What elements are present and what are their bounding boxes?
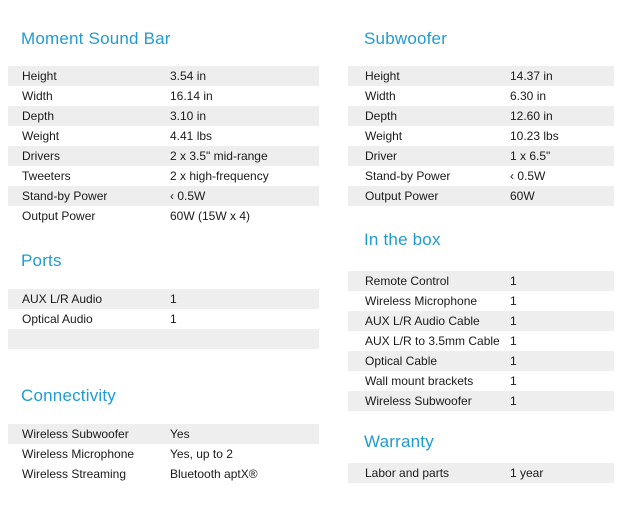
spec-label: Optical Cable [365,354,438,368]
spec-label: Height [365,69,400,83]
spec-value: 3.54 in [170,69,207,83]
spec-value: 12.60 in [510,109,553,123]
spec-label: AUX L/R Audio [22,292,103,306]
spec-value: 1 [510,314,517,328]
spec-label: Wall mount brackets [365,374,474,388]
spec-value: 1 [510,294,517,308]
spec-value: 1 [170,292,177,306]
spec-value: 1 [510,334,517,348]
table-row [348,311,614,331]
table-row [348,186,614,206]
table-row [348,291,614,311]
spec-label: Stand-by Power [22,189,108,203]
spec-label: Width [365,89,396,103]
spec-label: Weight [365,129,403,143]
table-row [8,444,319,464]
spec-label: Output Power [365,189,439,203]
spec-value: Yes [170,427,190,441]
table-row [348,331,614,351]
spec-label: AUX L/R to 3.5mm Cable [365,334,500,348]
spec-value: 1 [510,394,517,408]
table-row [8,106,319,126]
table-row [348,371,614,391]
spec-label: Width [22,89,53,103]
table-row [8,464,319,484]
spec-value: 16.14 in [170,89,213,103]
table-row [8,146,319,166]
spec-value: 4.41 lbs [170,129,213,143]
warranty-title: Warranty [364,432,434,451]
table-row [348,126,614,146]
ports-title: Ports [21,251,62,270]
subwoofer-title: Subwoofer [364,29,448,48]
spec-value: 2 x high-frequency [170,169,269,183]
spec-label: Depth [365,109,398,123]
spec-label: Wireless Subwoofer [365,394,472,408]
table-row [348,463,614,483]
spec-label: Tweeters [22,169,71,183]
spec-label: Weight [22,129,60,143]
spec-value: 60W [510,189,535,203]
spec-value: 60W (15W x 4) [170,209,251,223]
table-row [8,206,319,226]
spec-value: 1 year [510,466,544,480]
subwoofer-table [348,66,614,206]
spec-label: Drivers [22,149,60,163]
spec-value: 1 [510,354,517,368]
spec-value: 6.30 in [510,89,547,103]
in-the-box-title: In the box [364,230,441,249]
table-row [348,66,614,86]
table-row [348,271,614,291]
spec-label: Labor and parts [365,466,450,480]
table-row [8,186,319,206]
spec-label: Wireless Microphone [22,447,135,461]
table-row [348,146,614,166]
spec-label: Height [22,69,57,83]
table-row [348,106,614,126]
spec-label: Depth [22,109,55,123]
table-row [8,166,319,186]
spec-label: Optical Audio [22,312,93,326]
spec-value: 14.37 in [510,69,553,83]
spec-value: 1 [510,274,517,288]
table-row [8,126,319,146]
table-row [8,66,319,86]
spec-value: 1 x 6.5" [510,149,551,163]
table-row [348,86,614,106]
in-the-box-table [348,271,614,411]
spec-label: Wireless Streaming [22,467,127,481]
warranty-table [348,463,614,483]
spec-value: Bluetooth aptX® [170,467,258,481]
spec-label: AUX L/R Audio Cable [365,314,480,328]
table-row [348,391,614,411]
connectivity-table [8,424,319,484]
spec-value: Yes, up to 2 [170,447,233,461]
table-row [8,309,319,329]
spec-label: Output Power [22,209,96,223]
spec-value: ‹ 0.5W [170,189,206,203]
spec-label: Driver [365,149,397,163]
spec-label: Remote Control [365,274,450,288]
spec-label: Wireless Microphone [365,294,478,308]
table-row [8,86,319,106]
table-row [8,289,319,309]
table-row [348,351,614,371]
ports-table [8,289,319,349]
moment-sound-bar-table [8,66,319,226]
table-row [8,329,319,349]
spec-value: 3.10 in [170,109,207,123]
spec-value: 1 [170,312,177,326]
spec-value: ‹ 0.5W [510,169,546,183]
spec-value: 2 x 3.5" mid-range [170,149,268,163]
spec-label: Stand-by Power [365,169,451,183]
connectivity-title: Connectivity [21,386,116,405]
table-row [8,424,319,444]
spec-label: Wireless Subwoofer [22,427,129,441]
spec-value: 10.23 lbs [510,129,559,143]
moment-sound-bar-title: Moment Sound Bar [21,29,171,48]
spec-value: 1 [510,374,517,388]
table-row [348,166,614,186]
